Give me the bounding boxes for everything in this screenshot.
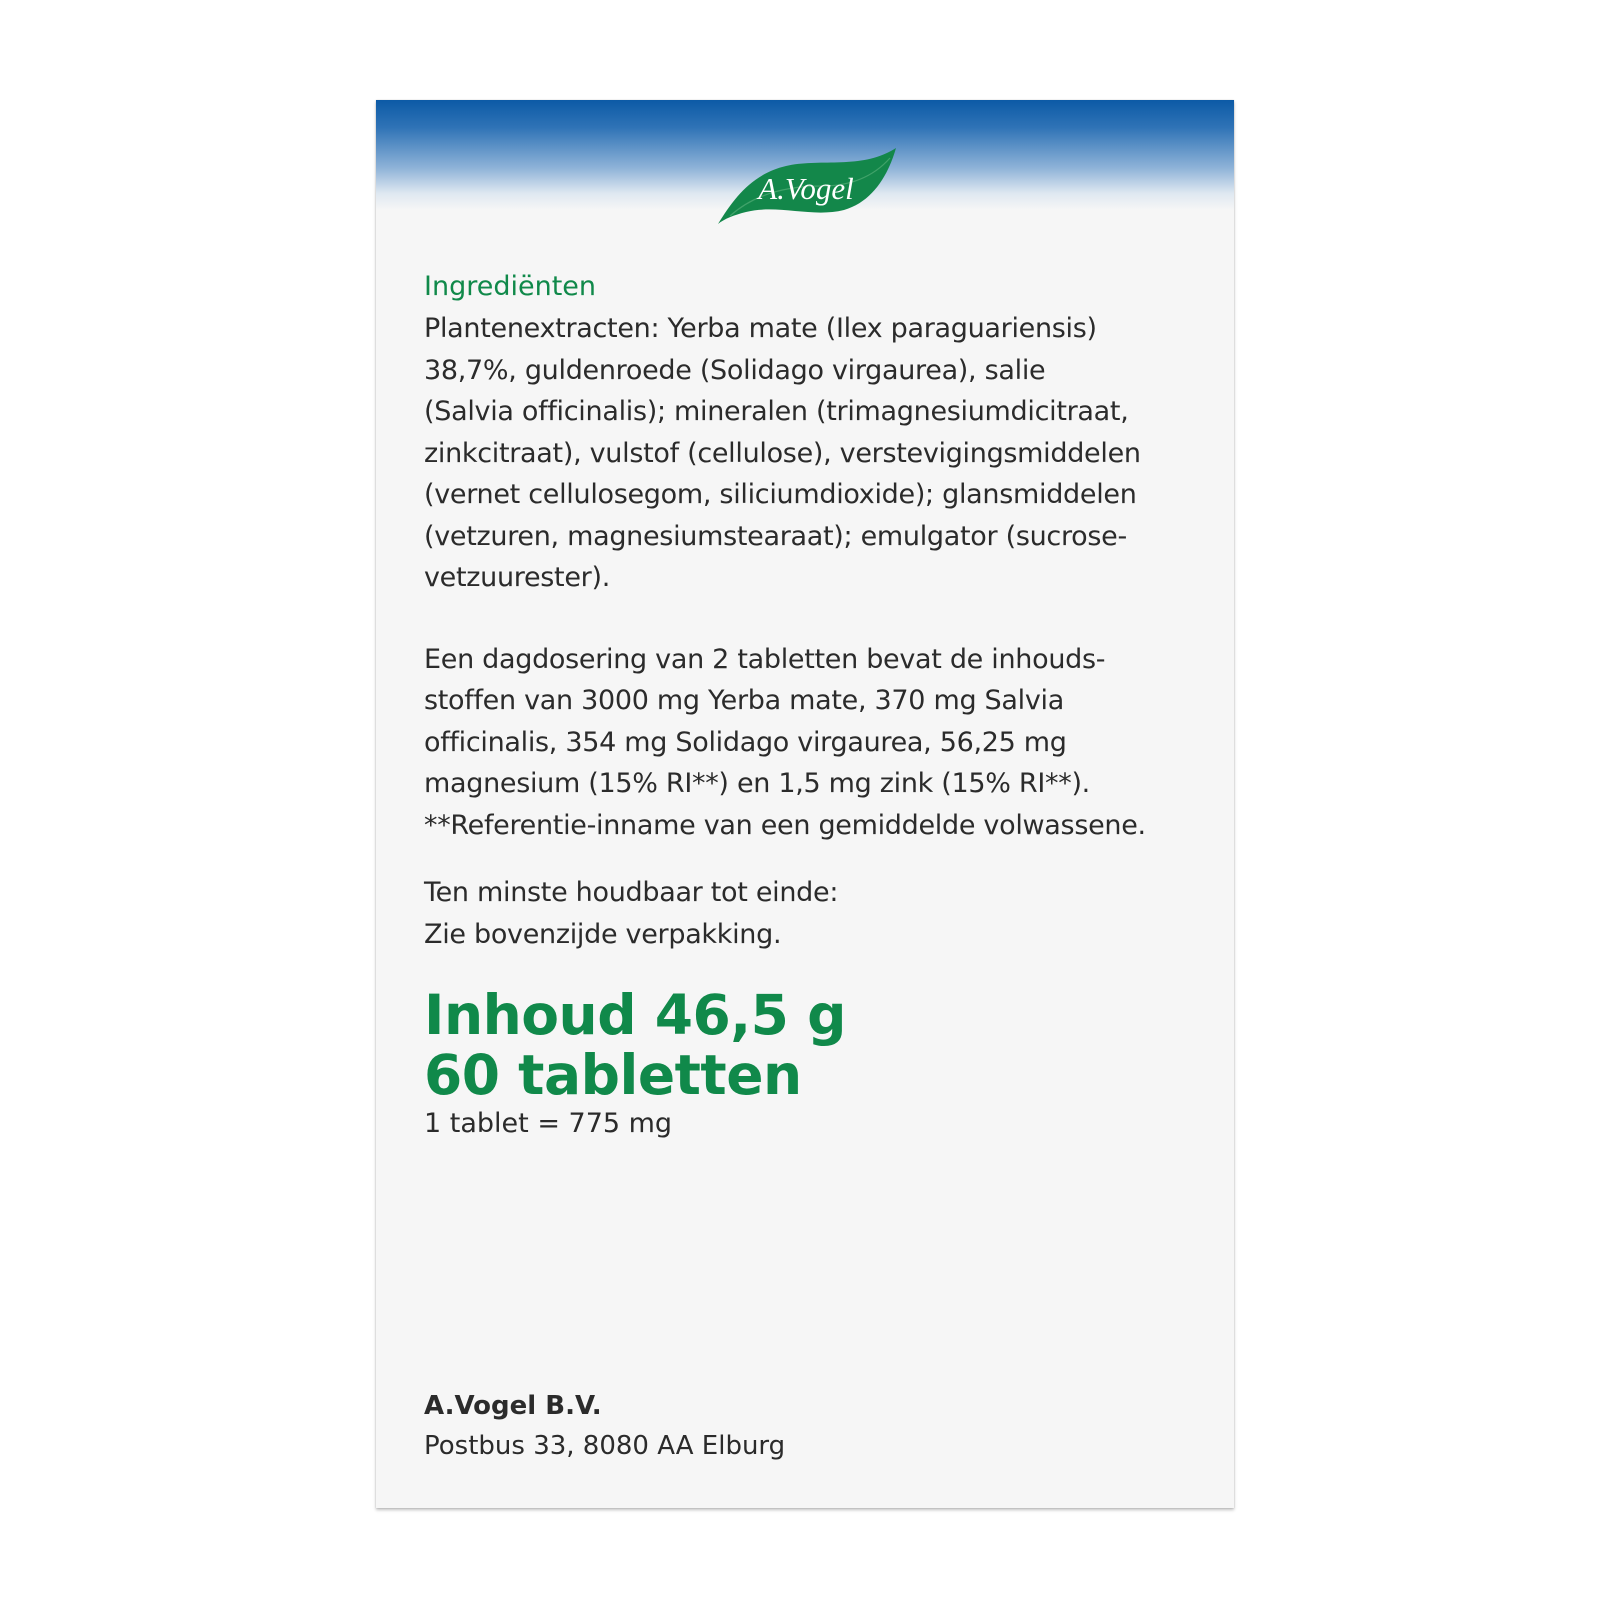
contents-weight: Inhoud 46,5 g: [424, 983, 846, 1047]
ingredients-heading: Ingrediënten: [424, 271, 597, 302]
ingredients-text: Plantenextracten: Yerba mate (Ilex paraguariensis) 38,7%, guldenroede (Solidago virgaurea), salie (Salvia officinalis); mineralen (trimagnesiumdicitraat, zinkcitraat), vulstof (cellulose), verstevigingsmiddelen (vernet cellulosegom, siliciumdioxide); glansmiddelen (vetzuren, magnesiumstearaat); emulgator (sucrose- vetzuurester).: [424, 313, 1141, 593]
company-name: A.Vogel B.V.: [424, 1391, 602, 1421]
manufacturer-info: [424, 1386, 785, 1466]
logo-leaf-icon: [712, 146, 900, 226]
dosage-text: Een dagdosering van 2 tabletten bevat de inhouds- stoffen van 3000 mg Yerba mate, 370 mg Salvia officinalis, 354 mg Solidago virgaurea, 56,25 mg magnesium (15% RI**) en 1,5 mg zink (15% RI**). **Referentie-inname van een gemiddelde volwassene.: [424, 643, 1146, 841]
shelf-life-text: Ten minste houdbaar tot einde: Zie bovenzijde verpakking.: [424, 877, 839, 950]
label-content: [424, 266, 1214, 1143]
package-panel: [376, 100, 1234, 1508]
a-vogel-logo: [712, 146, 900, 226]
tablet-weight: 1 tablet = 775 mg: [424, 1108, 673, 1139]
logo-text: A.Vogel: [758, 171, 854, 206]
company-address: Postbus 33, 8080 AA Elburg: [424, 1431, 786, 1461]
contents-count: 60 tabletten: [424, 1043, 802, 1107]
